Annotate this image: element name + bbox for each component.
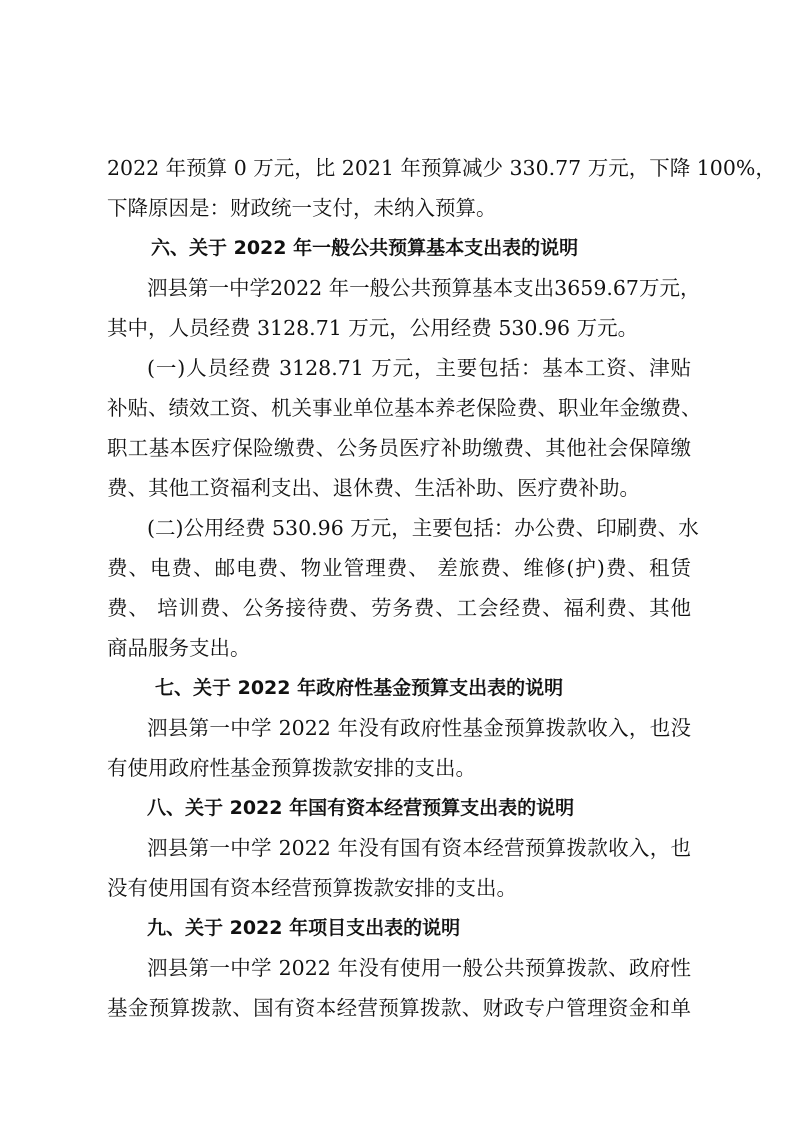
body-text-line: 基金预算拨款、国有资本经营预算拨款、财政专户管理资金和单 xyxy=(107,996,691,1020)
body-text-line: 泗县第一中学2022 年一般公共预算基本支出3659.67万元， xyxy=(147,276,701,300)
body-text-line: 职工基本医疗保险缴费、公务员医疗补助缴费、其他社会保障缴 xyxy=(107,436,691,460)
body-text-line: 商品服务支出。 xyxy=(107,636,251,660)
body-text-line: (一)人员经费 3128.71 万元，主要包括：基本工资、津贴 xyxy=(147,356,691,380)
body-text-line: 没有使用国有资本经营预算拨款安排的支出。 xyxy=(107,876,517,900)
section-heading-8: 八、关于 2022 年国有资本经营预算支出表的说明 xyxy=(147,797,575,819)
section-heading-7: 七、关于 2022 年政府性基金预算支出表的说明 xyxy=(155,677,564,699)
body-text-line: 2022 年预算 0 万元，比 2021 年预算减少 330.77 万元，下降 100%， xyxy=(107,156,776,180)
body-text-line: 其中，人员经费 3128.71 万元，公用经费 530.96 万元。 xyxy=(107,316,639,340)
body-text-line: 下降原因是：财政统一支付，未纳入预算。 xyxy=(107,196,497,220)
section-heading-6: 六、关于 2022 年一般公共预算基本支出表的说明 xyxy=(151,237,579,259)
body-text-line: 泗县第一中学 2022 年没有国有资本经营预算拨款收入，也 xyxy=(147,836,691,860)
body-text-line: 泗县第一中学 2022 年没有使用一般公共预算拨款、政府性 xyxy=(147,956,691,980)
body-text-line: 补贴、绩效工资、机关事业单位基本养老保险费、职业年金缴费、 xyxy=(107,396,702,420)
body-text-line: 费、电费、邮电费、物业管理费、 差旅费、维修(护)费、租赁 xyxy=(107,556,691,580)
body-text-line: 费、其他工资福利支出、退休费、生活补助、医疗费补助。 xyxy=(107,476,640,500)
section-heading-9: 九、关于 2022 年项目支出表的说明 xyxy=(147,917,461,939)
body-text-line: (二)公用经费 530.96 万元，主要包括：办公费、印刷费、水 xyxy=(147,516,699,540)
body-text-line: 泗县第一中学 2022 年没有政府性基金预算拨款收入，也没 xyxy=(147,716,691,740)
body-text-line: 有使用政府性基金预算拨款安排的支出。 xyxy=(107,756,476,780)
body-text-line: 费、 培训费、公务接待费、劳务费、工会经费、福利费、其他 xyxy=(107,596,691,620)
